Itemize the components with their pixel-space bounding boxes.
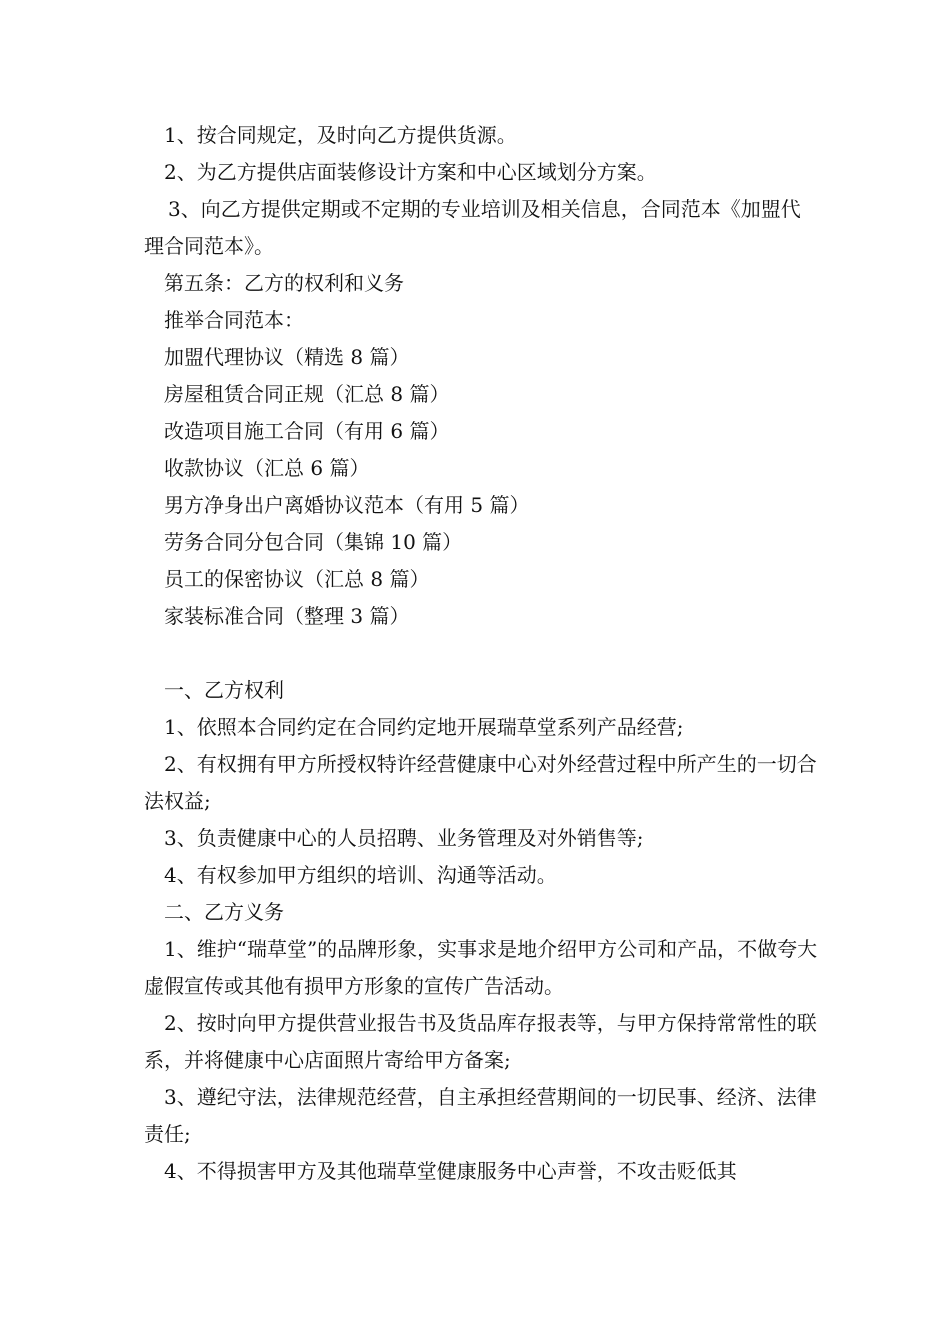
paragraph: 3、遵纪守法，法律规范经营，自主承担经营期间的一切民事、经济、法律责任;	[144, 1085, 817, 1146]
paragraph: 推举合同范本：	[164, 308, 304, 332]
paragraph: 2、有权拥有甲方所授权特许经营健康中心对外经营过程中所产生的一切合法权益;	[144, 752, 817, 813]
paragraph: 3、向乙方提供定期或不定期的专业培训及相关信息，合同范本《加盟代理合同范本》。	[144, 197, 801, 258]
paragraph: 4、不得损害甲方及其他瑞草堂健康服务中心声誉，不攻击贬低其	[164, 1159, 737, 1183]
list-item: 劳务合同分包合同（集锦 10 篇）	[164, 530, 463, 554]
list-item: 家装标准合同（整理 3 篇）	[164, 604, 410, 628]
section-heading: 第五条：乙方的权利和义务	[164, 271, 404, 295]
paragraph: 2、为乙方提供店面装修设计方案和中心区域划分方案。	[164, 160, 657, 184]
paragraph: 4、有权参加甲方组织的培训、沟通等活动。	[164, 863, 557, 887]
paragraph: 1、依照本合同约定在合同约定地开展瑞草堂系列产品经营;	[164, 715, 684, 739]
list-item: 房屋租赁合同正规（汇总 8 篇）	[164, 382, 450, 406]
list-item: 收款协议（汇总 6 篇）	[164, 456, 370, 480]
paragraph: 1、维护“瑞草堂”的品牌形象，实事求是地介绍甲方公司和产品，不做夸大虚假宣传或其他有损甲方形象的宣传广告活动。	[144, 937, 818, 998]
paragraph: 1、按合同规定，及时向乙方提供货源。	[164, 123, 517, 147]
paragraph: 3、负责健康中心的人员招聘、业务管理及对外销售等;	[164, 826, 644, 850]
list-item: 改造项目施工合同（有用 6 篇）	[164, 419, 450, 443]
section-heading: 二、乙方义务	[164, 900, 284, 924]
list-item: 男方净身出户离婚协议范本（有用 5 篇）	[164, 493, 530, 517]
paragraph: 2、按时向甲方提供营业报告书及货品库存报表等，与甲方保持常常性的联系，并将健康中心店面照片寄给甲方备案;	[144, 1011, 817, 1072]
list-item: 加盟代理协议（精选 8 篇）	[164, 345, 410, 369]
list-item: 员工的保密协议（汇总 8 篇）	[164, 567, 430, 591]
section-heading: 一、乙方权利	[164, 678, 284, 702]
